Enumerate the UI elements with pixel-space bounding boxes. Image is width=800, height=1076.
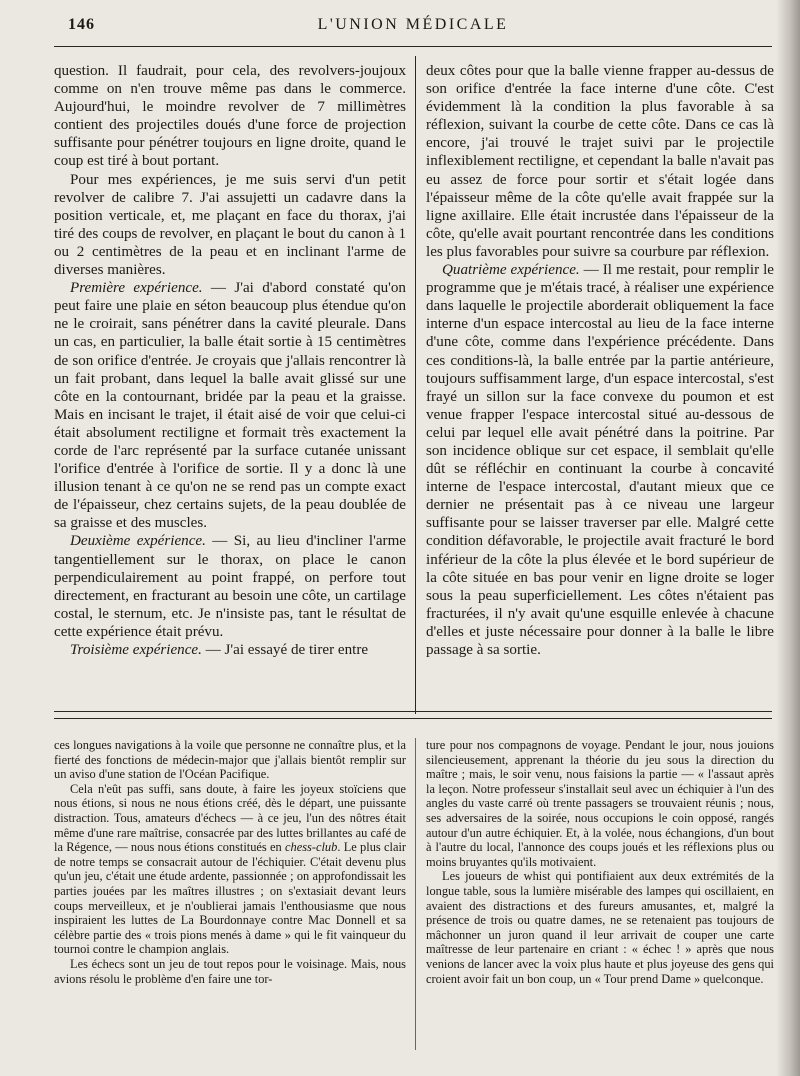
experiment-heading: Quatrième expérience.	[442, 262, 580, 279]
paragraph: ces longues navigations à la voile que personne ne connaître plus, et la fierté des fonctions de médecin-major que j'allais bientôt remplir sur un aviso d'une station de l'Océan Pacifique.	[54, 738, 406, 782]
paragraph: Les joueurs de whist qui pontifiaient aux deux extrémités de la longue table, sous la lumière misérable des lampes qui oscillaient, en avaient des distractions et des fureurs amusantes, et, malgré la présence de trois ou quatre dames, ne se retenaient pas toujours de mâchonner un juron quand il leur arrivait de couper une carte maîtresse de leur partenaire en criant : « échec ! » après que nous venions de lancer avec la voix plus haute et plus joyeuse des gens qui croient avoir fait un bon coup, un « Tour prend Dame » quelconque.	[426, 869, 774, 986]
column-divider	[415, 738, 416, 1050]
chess-club-term: chess-club	[285, 840, 338, 855]
journal-title: L'UNION MÉDICALE	[317, 16, 509, 33]
paragraph: Pour mes expériences, je me suis servi d'un petit revolver de calibre 7. J'ai assujetti un cadavre dans la position verticale, et, me plaçant en face du thorax, j'ai tiré des coups de revolver, en plaçant le bout du canon à 1 ou 2 centimètres de la peau et en inclinant l'arme de diverses manières.	[54, 171, 406, 279]
paragraph: Quatrième expérience. — Il me restait, pour remplir le programme que je m'étais tracé, à réaliser une expérience dans laquelle le projectile aborderait obliquement la face interne d'un espace intercostal au lieu de la face interne d'une côte, comme dans l'expérience précédente. Dans ces conditions-là, la balle entrée par la partie antérieure, toujours suffisamment large, d'un espace intercostal, s'est frayé un sillon sur la face convexe du poumon et est venue frapper l'espace intercostal situé au-dessous de celui par lequel elle avait pénétré dans la poitrine. Par son incidence oblique sur cet espace, il semblait qu'elle dût se réfléchir en continuant la courbe à concavité interne de l'espace intercostal, d'autant mieux que ce dernier ne présentait pas à ce niveau une largeur suffisante pour se laisser traverser par elle. Malgré cette condition défavorable, le projectile avait fracturé le bord inférieur de la côte la plus élevée et le bord supérieur de la côte située en bas pour venir en ligne droite se loger sous la peau superficiellement. Les côtes n'étaient pas fracturées, il n'y avait qu'une esquille enlevée à chacune d'elles et juste nécessaire pour donner à la balle le libre passage à sa sortie.	[426, 262, 774, 658]
paragraph: Cela n'eût pas suffi, sans doute, à faire les joyeux stoïciens que nous étions, si nous ne nous étions créé, dès le départ, une puissante distraction. Tous, amateurs d'échecs — à ce jeu, l'un des nôtres était même d'une rare maîtrise, consacrée par des luttes brillantes au café de la Régence, — nous nous étions constitués en chess-club. Le plus clair de notre temps se consacrait autour de l'échiquier. C'était devenu plus qu'un jeu, c'était une étude ardente, passionnée ; on approfondissait les parties jouées par les maîtres illustres ; on s'extasiait devant leurs coups merveilleux, et je n'oublierai jamais l'enthousiasme que nous inspiraient les luttes de La Bourdonnaye contre Mac Donnell et sa célèbre partie des « trois pions menés à dame » qui le fit vainqueur du tournoi contre le champion anglais.	[54, 781, 407, 957]
experiment-heading: Troisième expérience.	[70, 642, 202, 658]
experiment-heading: Première expérience.	[70, 280, 203, 297]
page-edge-shadow	[776, 0, 800, 1076]
experiment-heading: Deuxième expérience.	[70, 533, 206, 550]
running-header	[54, 14, 772, 40]
section-rule	[54, 718, 772, 719]
paragraph: question. Il faudrait, pour cela, des revolvers-joujoux comme on n'en trouve même pas dans le commerce. Aujourd'hui, le moindre revolver de 7 millimètres contient des projectiles doués d'une force de projection suffisante pour pénétrer toujours en ligne droite, quand le coup est tiré à bout portant.	[54, 63, 406, 170]
section-rule	[54, 711, 772, 712]
feuilleton-column-right	[426, 738, 774, 986]
paragraph: deux côtes pour que la balle vienne frapper au-dessus de son orifice d'entrée la face interne d'une côte. C'est évidemment là la condition la plus favorable à sa réflexion, suivant la courbe de cette côte. Dans ce cas là encore, j'ai trouvé le trajet suivi par le projectile inflexiblement rectiligne, et cependant la balle n'avait pas eu assez de force pour sortir et s'était logée dans l'épaisseur même de la côte qu'elle avait frappée sur la ligne axillaire. Elle était incrustée dans l'épaisseur de la côte, qu'elle avait pourtant rencontrée dans les conditions les plus favorables pour suivre sa courbure par réflexion.	[426, 63, 774, 260]
column-divider	[415, 56, 416, 714]
paragraph: Deuxième expérience. — Si, au lieu d'incliner l'arme tangentiellement sur le thorax, on place le canon perpendiculairement au point frappé, on perfore tout directement, en fracturant au besoin une côte, un cartilage costal, le sternum, etc. Je n'insiste pas, tant le résultat de cette expérience était prévu.	[54, 533, 407, 640]
article-column-right	[426, 62, 774, 659]
feuilleton-column-left	[54, 738, 406, 986]
paragraph: Les échecs sont un jeu de tout repos pour le voisinage. Mais, nous avions résolu le problème d'en faire une tor-	[54, 956, 406, 986]
header-rule	[54, 46, 772, 47]
article-column-left	[54, 62, 406, 659]
paragraph: Première expérience. — J'ai d'abord constaté qu'on peut faire une plaie en séton beaucoup plus étendue qu'on ne le croirait, sans pénétrer dans la cavité pleurale. Dans un cas, en particulier, la balle était sortie à 15 centimètres de son orifice d'entrée. Je croyais que j'allais rencontrer là un fait probant, dans lequel la balle avait glissé sur une côte en la contournant, bridée par la peau et la graisse. Mais en incisant le trajet, il était aisé de voir que celui-ci était absolument rectiligne et formait très exactement la corde de l'arc représenté par la surface cutanée unissant l'orifice d'entrée à l'orifice de sortie. Il y a donc là une illusion tenant à ce qu'on ne se rend pas un compte exact de l'épaisseur, chez certains sujets, de la peau doublée de sa graisse et des muscles.	[54, 280, 406, 532]
paragraph: Troisième expérience. — J'ai essayé de tirer entre	[70, 642, 369, 658]
page-number: 146	[68, 16, 95, 33]
paragraph: ture pour nos compagnons de voyage. Pendant le jour, nous jouions silencieusement, apprenant la théorie du jeu sous la direction du maître ; mais, le soir venu, nous faisions la partie — « l'assaut après la leçon. Notre professeur s'installait seul avec un échiquier à l'un des angles du vaste carré où trente passagers se trouvaient réunis ; nous, ses adversaires de la soirée, nous occupions le coin opposé, rangés autour d'un autre échiquier. Et, à la volée, nous échangions, d'un bout à l'autre du local, l'annonce des coups joués et les réflexions plus ou moins bruyantes qu'ils motivaient.	[426, 738, 774, 869]
